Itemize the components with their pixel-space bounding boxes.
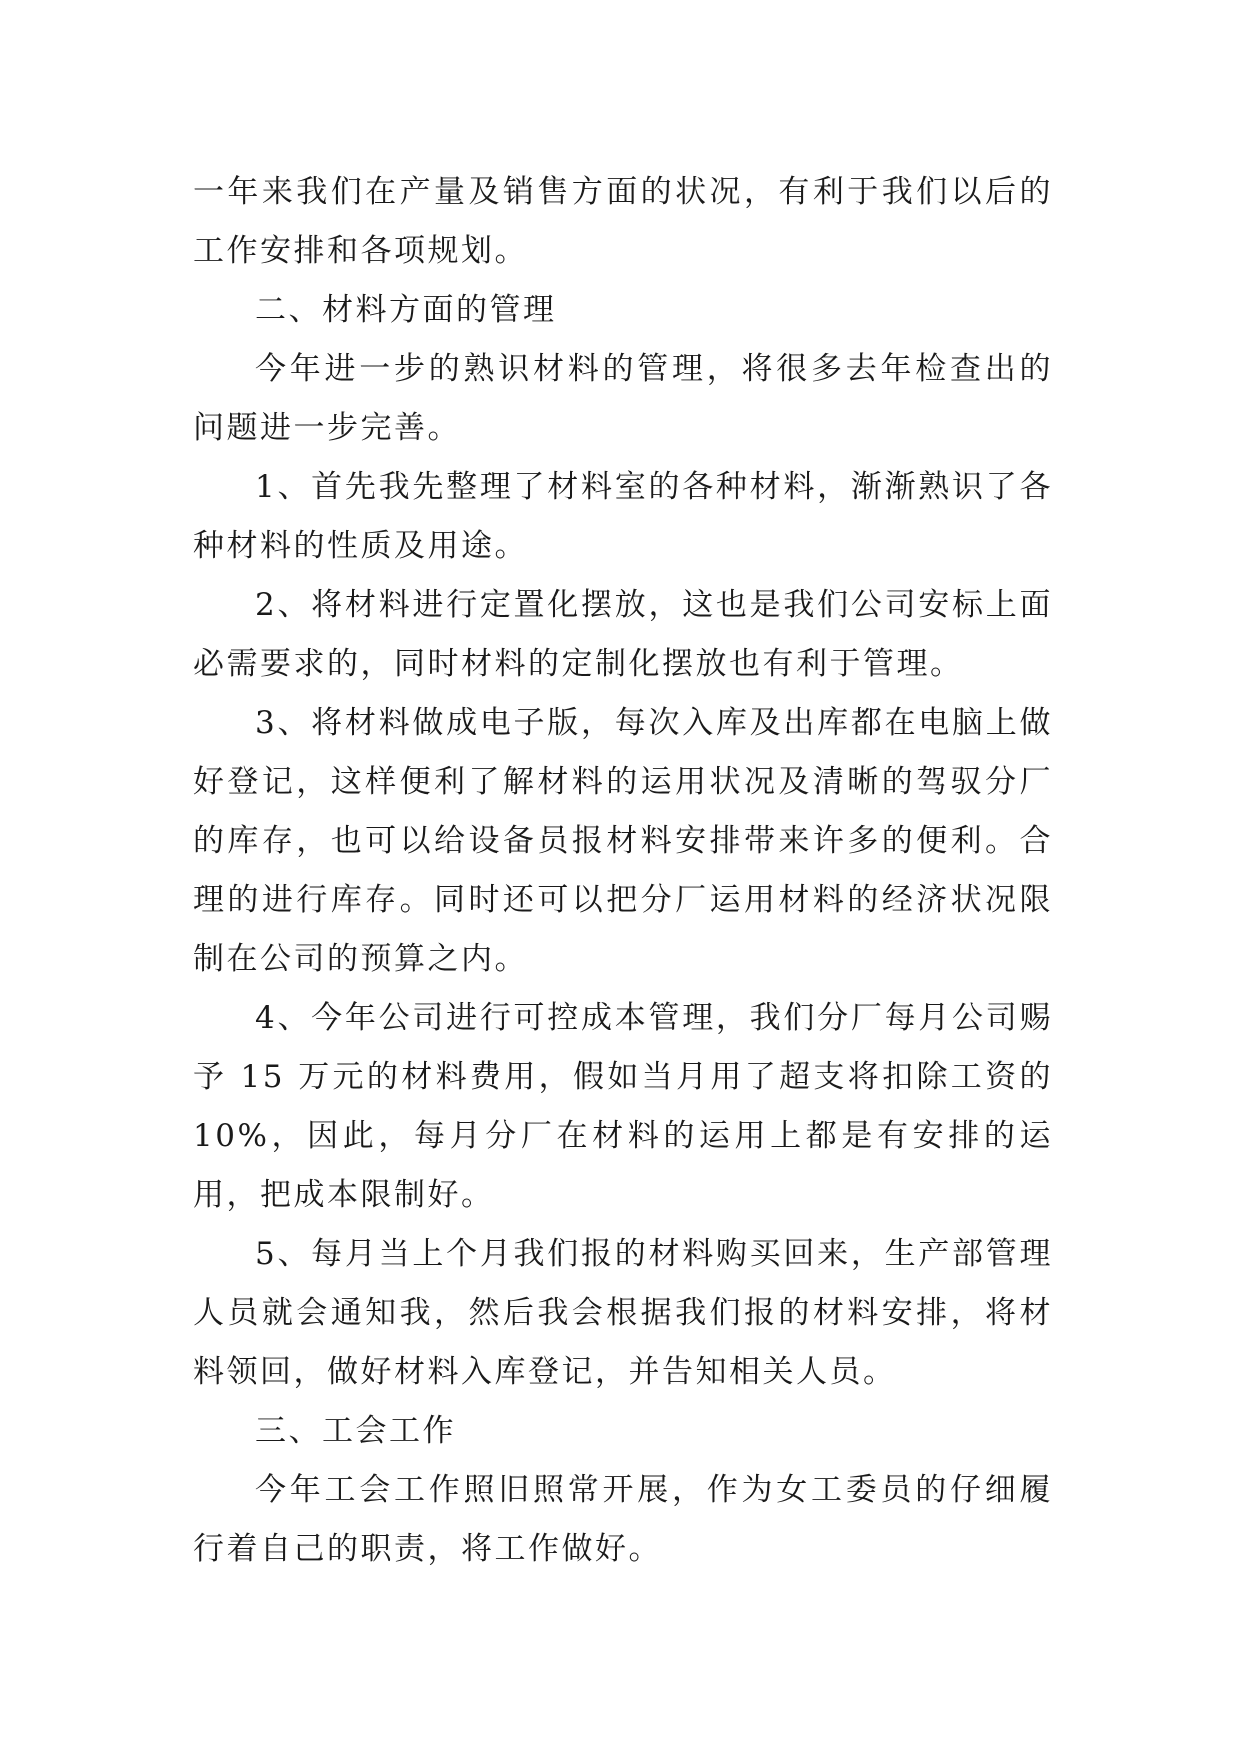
paragraph-materials-intro: 今年进一步的熟识材料的管理，将很多去年检查出的问题进一步完善。 [193, 351, 1053, 446]
paragraph-continuation: 一年来我们在产量及销售方面的状况，有利于我们以后的工作安排和各项规划。 [193, 174, 1053, 269]
list-item-4: 4、今年公司进行可控成本管理，我们分厂每月公司赐予 15 万元的材料费用，假如当月用了超支将扣除工资的 10%，因此，每月分厂在材料的运用上都是有安排的运用，把成本限制好。 [193, 1000, 1053, 1213]
list-item-5: 5、每月当上个月我们报的材料购买回来，生产部管理人员就会通知我，然后我会根据我们报的材料安排，将材料领回，做好材料入库登记，并告知相关人员。 [193, 1236, 1053, 1390]
list-item-2: 2、将材料进行定置化摆放，这也是我们公司安标上面必需要求的，同时材料的定制化摆放也有利于管理。 [193, 587, 1053, 682]
section-heading-materials: 二、材料方面的管理 [255, 292, 557, 328]
list-item-3: 3、将材料做成电子版，每次入库及出库都在电脑上做好登记，这样便利了解材料的运用状况及清晰的驾驭分厂的库存，也可以给设备员报材料安排带来许多的便利。合理的进行库存。同时还可以把分厂运用材料的经济状况限制在公司的预算之内。 [193, 705, 1053, 977]
section-heading-union: 三、工会工作 [255, 1413, 456, 1449]
paragraph-union: 今年工会工作照旧照常开展，作为女工委员的仔细履行着自己的职责，将工作做好。 [193, 1472, 1053, 1567]
list-item-1: 1、首先我先整理了材料室的各种材料，渐渐熟识了各种材料的性质及用途。 [193, 469, 1053, 564]
document-body [193, 163, 1053, 1579]
